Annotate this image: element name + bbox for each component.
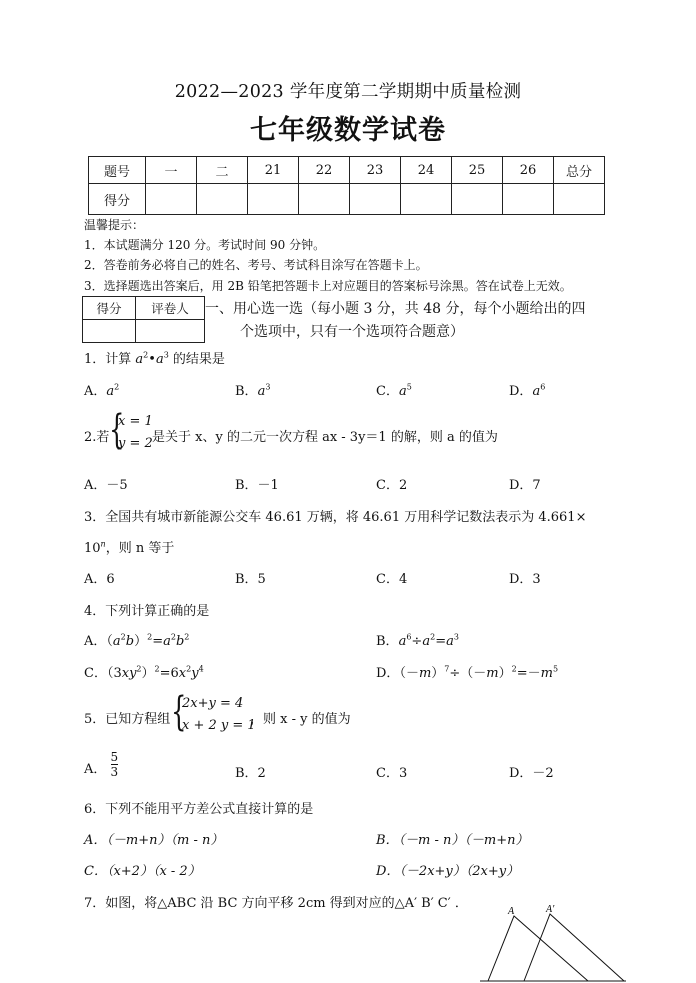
q5-brace: { bbox=[171, 689, 187, 735]
fraction: $\frac{5}{3}$ bbox=[110, 750, 119, 779]
label-a: A bbox=[508, 906, 515, 917]
score-cell: 得分 bbox=[89, 184, 146, 215]
score-cell: 22 bbox=[299, 157, 350, 184]
score-blank bbox=[248, 184, 299, 215]
q6-stem: 6．下列不能用平方差公式直接计算的是 bbox=[84, 802, 314, 817]
score-cell: 一 bbox=[146, 157, 197, 184]
q2-brace: { bbox=[109, 407, 125, 453]
score-table-header-row bbox=[89, 157, 605, 184]
q1-option-a: A．$a^2$ bbox=[84, 382, 120, 399]
q2-option-c: C．2 bbox=[376, 478, 408, 493]
q3-option-a: A．6 bbox=[84, 572, 115, 587]
score-blank bbox=[197, 184, 248, 215]
score-blank bbox=[299, 184, 350, 215]
translated-triangles-figure bbox=[478, 902, 628, 983]
score-table-score-row bbox=[89, 184, 605, 215]
question-1-stem: 1．计算 $a^2•a^3$ 的结果是 bbox=[84, 350, 225, 367]
q2-eq1: x = 1 bbox=[118, 414, 153, 429]
q2-prefix: 2.若 bbox=[84, 430, 110, 445]
grader-score-label: 得分 bbox=[83, 297, 136, 320]
q5-option-a: A． $\frac{5}{3}$ bbox=[84, 750, 119, 779]
tips-heading: 温馨提示： bbox=[84, 218, 145, 232]
section1-heading-line2: 个选项中，只有一个选项符合题意） bbox=[240, 324, 464, 340]
q4-option-d: D．$(-m)^7\div(-m)^2=-m^5$ bbox=[376, 664, 559, 681]
q6-option-b: B．（－m - n）（－m+n） bbox=[376, 833, 529, 848]
q4-option-c: C．$(3xy^2)^2=6x^2y^4$ bbox=[84, 664, 204, 681]
grader-table bbox=[82, 296, 205, 343]
q4-stem: 4．下列计算正确的是 bbox=[84, 604, 210, 619]
q6-option-d: D．（－2x+y）（2x+y） bbox=[376, 864, 520, 879]
score-cell: 24 bbox=[401, 157, 452, 184]
q3-stem-line1: 3．全国共有城市新能源公交车 46.61 万辆，将 46.61 万用科学记数法表示为 4.661× bbox=[84, 510, 587, 525]
section1-heading: 一、用心选一选（每小题 3 分，共 48 分，每个小题给出的四 bbox=[205, 301, 586, 317]
q5-eq1: 2x+y = 4 bbox=[182, 696, 244, 711]
q2-eq2: y = 2 bbox=[118, 436, 153, 451]
grader-blank bbox=[83, 320, 136, 343]
triangle-abc-prime bbox=[524, 914, 624, 981]
q1-option-c: C．$a^5$ bbox=[376, 382, 412, 399]
q1-option-b: B．$a^3$ bbox=[235, 382, 271, 399]
q6-option-c: C．（x+2）（x - 2） bbox=[84, 864, 201, 879]
score-blank bbox=[452, 184, 503, 215]
q3-option-b: B．5 bbox=[235, 572, 266, 587]
score-blank bbox=[350, 184, 401, 215]
q5-option-c: C．3 bbox=[376, 766, 408, 781]
score-blank bbox=[503, 184, 554, 215]
tip-item: 2．答卷前务必将自己的姓名、考号、考试科目涂写在答题卡上。 bbox=[84, 258, 428, 272]
score-cell: 26 bbox=[503, 157, 554, 184]
tip-item: 3．选择题选出答案后，用 2B 铅笔把答题卡上对应题目的答案标号涂黑。答在试卷上无效。 bbox=[84, 279, 572, 293]
score-table bbox=[88, 156, 605, 215]
score-cell: 21 bbox=[248, 157, 299, 184]
score-cell: 题号 bbox=[89, 157, 146, 184]
grader-reviewer-label: 评卷人 bbox=[136, 297, 205, 320]
exam-header-title: 2022—2023 学年度第二学期期中质量检测 bbox=[174, 82, 522, 102]
q2-option-b: B．－1 bbox=[235, 478, 279, 493]
score-cell: 二 bbox=[197, 157, 248, 184]
q4-option-b: B．$a^6\div a^2=a^3$ bbox=[376, 632, 459, 649]
q5-stem: ，则 x - y 的值为 bbox=[250, 712, 351, 727]
q3-option-d: D．3 bbox=[509, 572, 541, 587]
label-a-prime: A′ bbox=[546, 904, 555, 915]
q5-option-d: D．－2 bbox=[509, 766, 554, 781]
grader-blank bbox=[136, 320, 205, 343]
exam-subtitle: 七年级数学试卷 bbox=[250, 115, 446, 146]
score-blank bbox=[554, 184, 605, 215]
q1-option-d: D．$a^6$ bbox=[509, 382, 546, 399]
q3-stem-line2: 10$^n$，则 n 等于 bbox=[84, 539, 175, 556]
q4-option-a: A．$(a^2b)^2=a^2b^2$ bbox=[84, 632, 190, 649]
q2-option-d: D．7 bbox=[509, 478, 541, 493]
q5-prefix: 5．已知方程组 bbox=[84, 712, 171, 727]
q7-stem: 7．如图，将△ABC 沿 BC 方向平移 2cm 得到对应的△A′ B′ C′ ． bbox=[84, 896, 468, 911]
score-cell: 总分 bbox=[554, 157, 605, 184]
triangle-abc bbox=[488, 916, 588, 981]
q6-option-a: A．（－m+n）（m - n） bbox=[84, 833, 224, 848]
score-cell: 25 bbox=[452, 157, 503, 184]
q5-option-b: B．2 bbox=[235, 766, 266, 781]
q5-eq2: x + 2 y = 1 bbox=[182, 718, 256, 733]
q2-option-a: A．－5 bbox=[84, 478, 128, 493]
q3-option-c: C．4 bbox=[376, 572, 408, 587]
score-blank bbox=[401, 184, 452, 215]
score-cell: 23 bbox=[350, 157, 401, 184]
tip-item: 1．本试题满分 120 分。考试时间 90 分钟。 bbox=[84, 238, 326, 252]
score-blank bbox=[146, 184, 197, 215]
q2-stem: 是关于 x、y 的二元一次方程 ax - 3y＝1 的解，则 a 的值为 bbox=[152, 430, 498, 445]
